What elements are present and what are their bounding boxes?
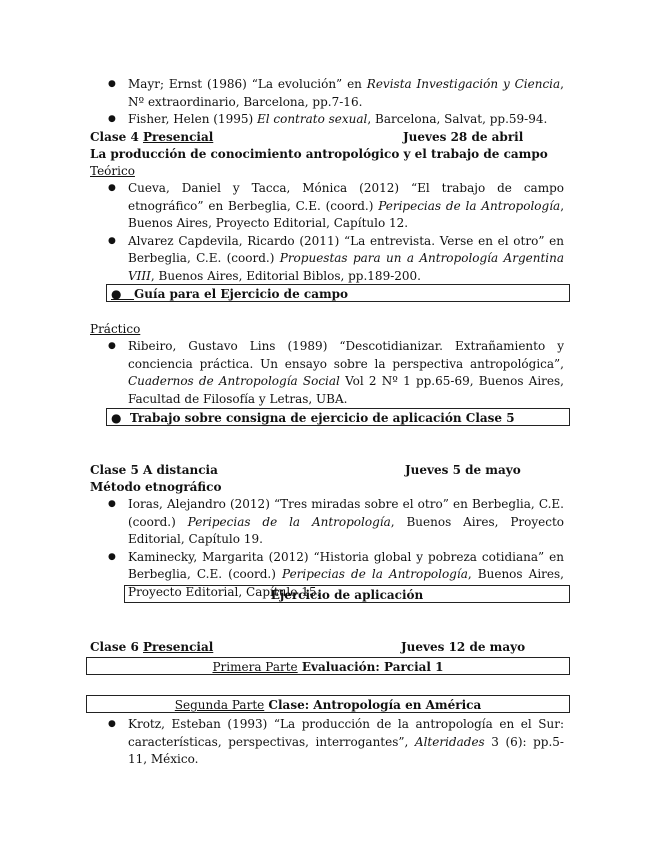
trabajo-box: ● Trabajo sobre consigna de ejercicio de aplicación Clase 5 bbox=[106, 408, 570, 426]
primera-parte-box: Primera Parte Evaluación: Parcial 1 bbox=[86, 657, 570, 675]
list-item: ● Krotz, Esteban (1993) “La producción de la antropología en el Sur: características, perspectivas, interrogantes”, Alteridades 3 (6): pp.5-11, México. bbox=[90, 716, 564, 769]
ejercicio-box: Ejercicio de aplicación bbox=[124, 585, 570, 603]
clase5-heading: Clase 5 A distancia bbox=[90, 463, 218, 477]
list-item: ● Kaminecky, Margarita (2012) “Historia global y pobreza cotidiana” en Berbeglia, C.E. (coord.) Peripecias de la Antropología, Buenos Aires, Proyecto Editorial, Capítulo 15. bbox=[90, 549, 564, 602]
clase4-heading: Clase 4 Presencial bbox=[90, 130, 214, 144]
segunda-parte-box: Segunda Parte Clase: Antropología en América bbox=[86, 695, 570, 713]
teorico-list bbox=[90, 180, 564, 285]
clase4-date: Jueves 28 de abril bbox=[403, 130, 524, 144]
practico-list bbox=[90, 338, 564, 408]
top-reading-list bbox=[90, 76, 564, 129]
list-item: ● Fisher, Helen (1995) El contrato sexual, Barcelona, Salvat, pp.59-94. bbox=[90, 111, 564, 129]
list-item: ● Alvarez Capdevila, Ricardo (2011) “La entrevista. Verse en el otro” en Berbeglia, C.E. (coord.) Propuestas para un a Antropología Argentina VIII, Buenos Aires, Editorial Biblos, pp.189-200. bbox=[90, 233, 564, 286]
clase4-title: La producción de conocimiento antropológico y el trabajo de campo bbox=[90, 147, 548, 161]
list-item: ● Ribeiro, Gustavo Lins (1989) “Descotidianizar. Extrañamiento y conciencia práctica. Un ensayo sobre la perspectiva antropológica”, Cuadernos de Antropología Social Vol 2 Nº 1 pp.65-69, Buenos Aires, Facultad de Filosofía y Letras, UBA. bbox=[90, 338, 564, 408]
list-item: ● Mayr; Ernst (1986) “La evolución” en Revista Investigación y Ciencia, Nº extraordinario, Barcelona, pp.7-16. bbox=[90, 76, 564, 111]
teorico-label: Teórico bbox=[90, 164, 135, 178]
guia-box: ● Guía para el Ejercicio de campo bbox=[106, 284, 570, 302]
clase6-date: Jueves 12 de mayo bbox=[401, 640, 526, 654]
clase5-title: Método etnográfico bbox=[90, 480, 222, 494]
clase6-heading: Clase 6 Presencial bbox=[90, 640, 214, 654]
clase5-date: Jueves 5 de mayo bbox=[405, 463, 521, 477]
list-item: ● Ioras, Alejandro (2012) “Tres miradas sobre el otro” en Berbeglia, C.E. (coord.) Peripecias de la Antropología, Buenos Aires, Proyecto Editorial, Capítulo 19. bbox=[90, 496, 564, 549]
clase6-list bbox=[90, 716, 564, 769]
practico-label: Práctico bbox=[90, 322, 141, 336]
list-item: ● Cueva, Daniel y Tacca, Mónica (2012) “El trabajo de campo etnográfico” en Berbeglia, C.E. (coord.) Peripecias de la Antropología, Buenos Aires, Proyecto Editorial, Capítulo 12. bbox=[90, 180, 564, 233]
bullet-icon: ● bbox=[111, 411, 130, 425]
